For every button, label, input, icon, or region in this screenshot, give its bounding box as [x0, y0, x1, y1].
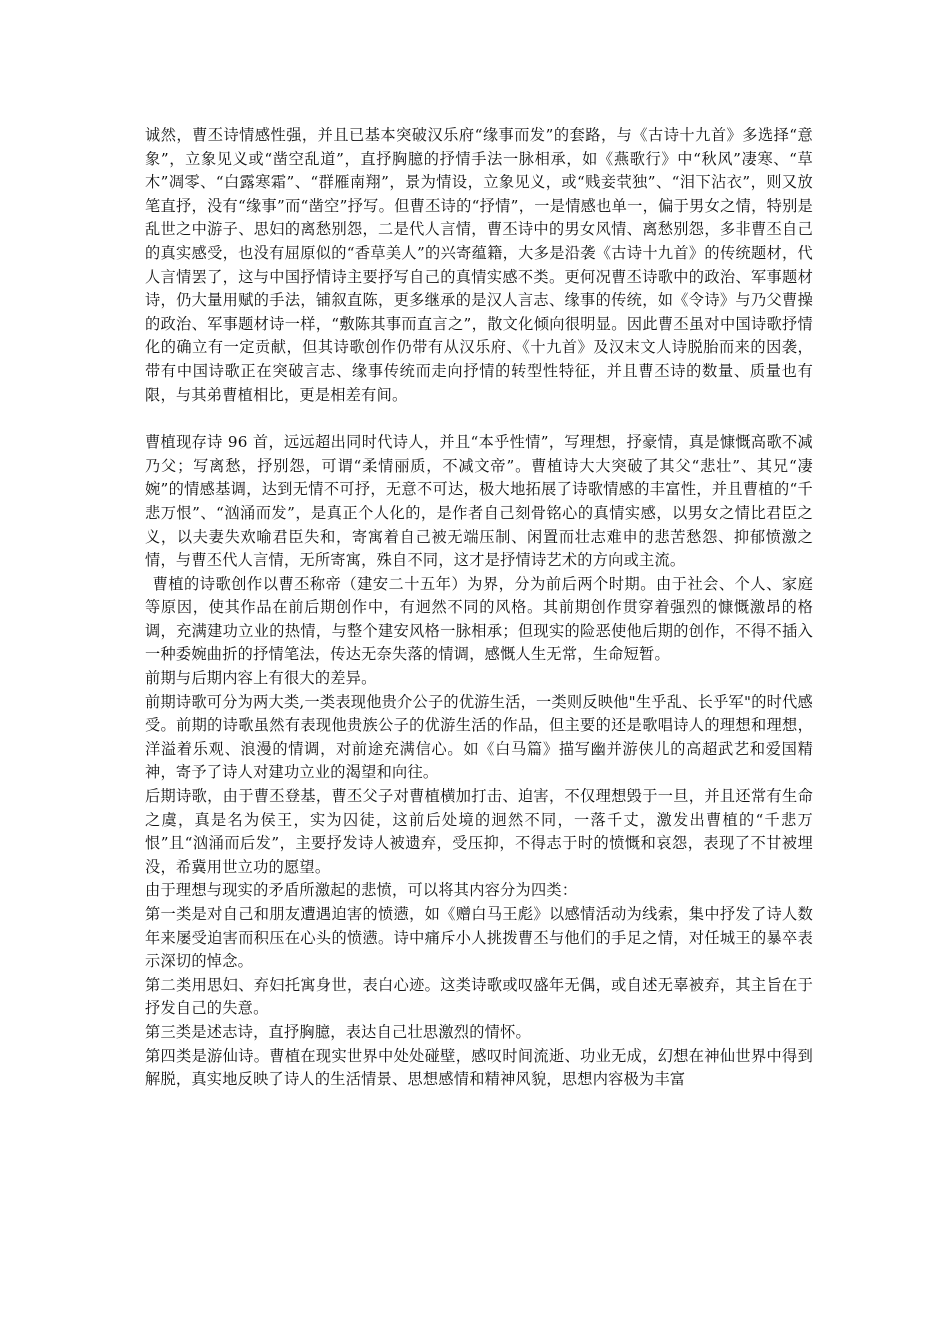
paragraph-early-period: 前期诗歌可分为两大类,一类表现他贵介公子的优游生活，一类则反映他"生乎乱、长乎军"的时代感受。前期的诗歌虽然有表现他贵族公子的优游生活的作品，但主要的还是歌唱诗人的理想和理想，洋溢着乐观、浪漫的情调，对前途充满信心。如《白马篇》描写幽并游侠儿的高超武艺和爱国精神，寄予了诗人对建功立业的渴望和向往。 — [145, 692, 813, 782]
paragraph-four-types-intro: 由于理想与现实的矛盾所激起的悲愤，可以将其内容分为四类： — [145, 881, 578, 900]
paragraph-cao-zhi-overview: 曹植现存诗 96 首，远远超出同时代诗人，并且“本乎性情”，写理想，抒豪情，真是慷慨高歌不减乃父；写离愁，抒别怨，可谓“柔情丽质，不减文帝”。曹植诗大大突破了其父“悲壮”、其兄“凄婉”的情感基调，达到无情不可抒，无意不可达，极大地拓展了诗歌情感的丰富性，并且曹植的“千悲万恨”、“汹涌而发”，是真正个人化的，是作者自己刻骨铭心的真情实感，以男女之情比君臣之义，以夫妻失欢喻君臣失和，寄寓着自己被无端压制、闲置而壮志难申的悲苦愁怨、抑郁愤激之情，与曹丕代人言情，无所寄寓，殊自不同，这才是抒情诗艺术的方向或主流。 — [145, 433, 813, 570]
paragraph-type-one: 第一类是对自己和朋友遭遇迫害的愤懑，如《赠白马王彪》以感情活动为线索，集中抒发了诗人数年来屡受迫害而积压在心头的愤懑。诗中痛斥小人挑拨曹丕与他们的手足之情，对任城王的暴卒表示深切的悼念。 — [145, 905, 813, 971]
paragraph-type-three: 第三类是述志诗，直抒胸臆，表达自己壮思激烈的情怀。 — [145, 1022, 531, 1041]
paragraph-cao-pi-lyric: 诚然，曹丕诗情感性强，并且已基本突破汉乐府“缘事而发”的套路，与《古诗十九首》多选择“意象”，立象见义或“凿空乱道”，直抒胸臆的抒情手法一脉相承，如《燕歌行》中“秋风”凄寒、“草木”凋零、“白露寒霜”、“群雁南翔”，景为情设，立象见义，或“贱妾茕独”、“泪下沾衣”，则又放笔直抒，没有“缘事”而“凿空”抒写。但曹丕诗的“抒情”，一是情感也单一，偏于男女之情，特别是乱世之中游子、思妇的离愁别怨，二是代人言情，曹丕诗中的男女风情、离愁别怨，多非曹丕自己的真实感受，也没有屈原似的“香草美人”的兴寄蕴籍，大多是沿袭《古诗十九首》的传统题材，代人言情罢了，这与中国抒情诗主要抒写自己的真情实感不类。更何况曹丕诗歌中的政治、军事题材诗，仍大量用赋的手法，铺叙直陈，更多继承的是汉人言志、缘事的传统，如《令诗》与乃父曹操的政治、军事题材诗一样，“敷陈其事而直言之”，散文化倾向很明显。因此曹丕虽对中国诗歌抒情化的确立有一定贡献，但其诗歌创作仍带有从汉乐府、《十九首》及汉末文人诗脱胎而来的因袭，带有中国诗歌正在突破言志、缘事传统而走向抒情的转型性特征，并且曹丕诗的数量、质量也有限，与其弟曹植相比，更是相差有间。 — [145, 126, 813, 404]
paragraph-late-period: 后期诗歌，由于曹丕登基，曹丕父子对曹植横加打击、迫害，不仅理想毁于一旦，并且还常有生命之虞，真是名为侯王，实为囚徒，这前后处境的迥然不同，一落千丈，激发出曹植的“千悲万恨”且“汹涌而后发”，主要抒发诗人被遗弃，受压抑，不得志于时的愤慨和哀怨，表现了不甘被埋没，希冀用世立功的愿望。 — [145, 787, 813, 876]
paragraph-gap — [145, 407, 813, 431]
paragraph-type-four: 第四类是游仙诗。曹植在现实世界中处处碰壁，感叹时间流逝、功业无成，幻想在神仙世界中得到解脱，真实地反映了诗人的生活情景、思想感情和精神风貌，思想内容极为丰富 — [145, 1046, 813, 1089]
paragraph-period-difference: 前期与后期内容上有很大的差异。 — [145, 669, 377, 688]
paragraph-two-periods: 曹植的诗歌创作以曹丕称帝（建安二十五年）为界，分为前后两个时期。由于社会、个人、家庭等原因，使其作品在前后期创作中，有迥然不同的风格。其前期创作贯穿着强烈的慷慨激昂的格调，充满建功立业的热情，与整个建安风格一脉相承；但现实的险恶使他后期的创作，不得不插入一种委婉曲折的抒情笔法，传达无奈失落的情调，感慨人生无常，生命短暂。 — [145, 574, 813, 664]
paragraph-type-two: 第二类用思妇、弃妇托寓身世，表白心迹。这类诗歌或叹盛年无偶，或自述无辜被弃，其主旨在于抒发自己的失意。 — [145, 975, 813, 1018]
document-page — [145, 124, 813, 1092]
